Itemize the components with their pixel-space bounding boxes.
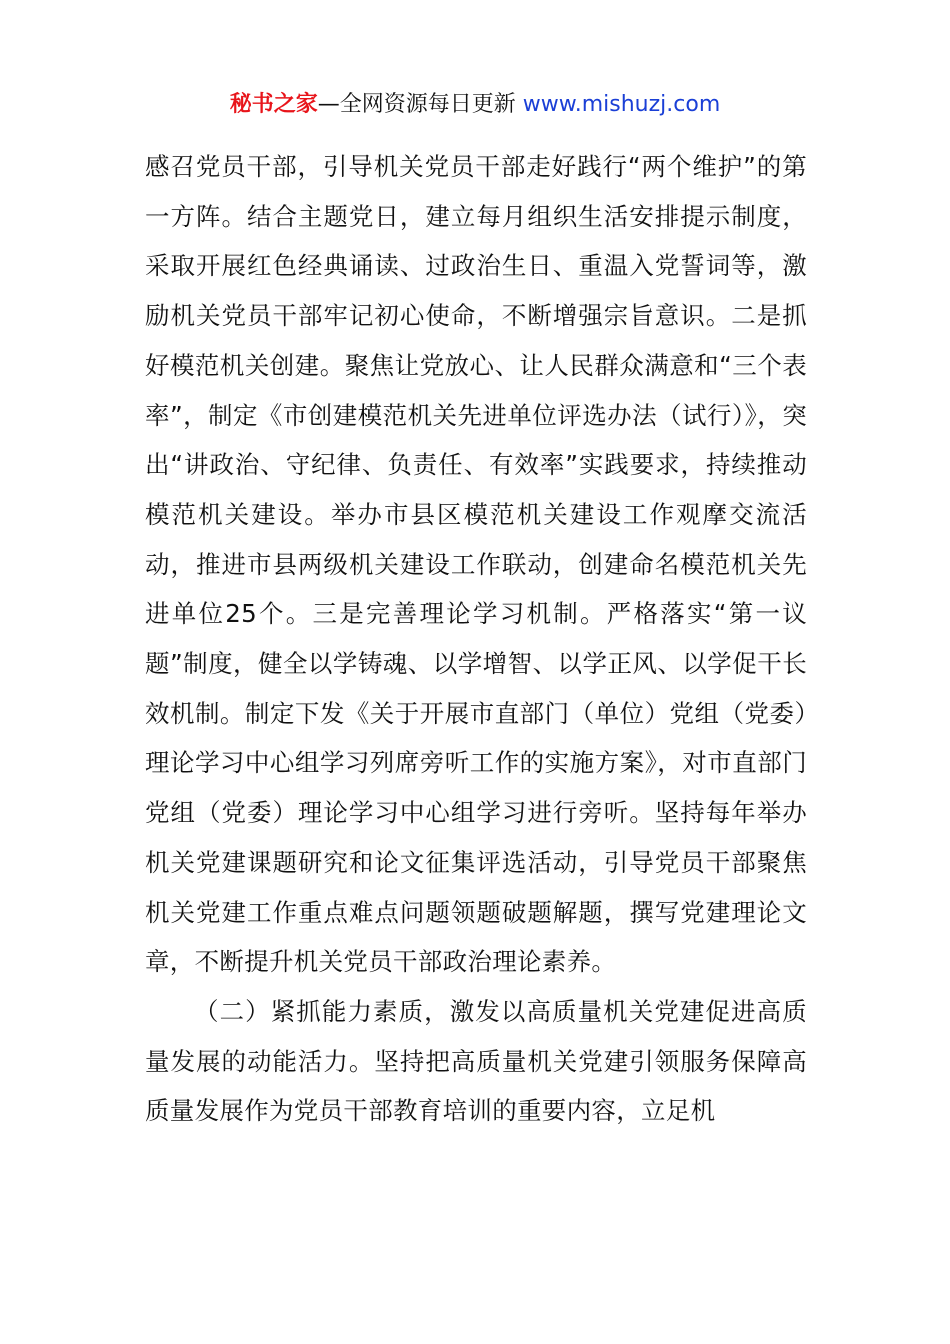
page-header <box>0 90 950 120</box>
paragraph-continued: 感召党员干部，引导机关党员干部走好践行“两个维护”的第一方阵。结合主题党日，建立每月组织生活安排提示制度，采取开展红色经典诵读、过政治生日、重温入党誓词等，激励机关党员干部牢记初心使命，不断增强宗旨意识。二是抓好模范机关创建。聚焦让党放心、让人民群众满意和“三个表率”，制定《市创建模范机关先进单位评选办法（试行）》，突出“讲政治、守纪律、负责任、有效率”实践要求，持续推动模范机关建设。举办市县区模范机关建设工作观摩交流活动，推进市县两级机关建设工作联动，创建命名模范机关先进单位25个。三是完善理论学习机制。严格落实“第一议题”制度，健全以学铸魂、以学增智、以学正风、以学促干长效机制。制定下发《关于开展市直部门（单位）党组（党委）理论学习中心组学习列席旁听工作的实施方案》，对市直部门党组（党委）理论学习中心组学习进行旁听。坚持每年举办机关党建课题研究和论文征集评选活动，引导党员干部聚焦机关党建工作重点难点问题领题破题解题，撰写党建理论文章，不断提升机关党员干部政治理论素养。 <box>145 152 807 977</box>
site-tagline: —全网资源每日更新 <box>317 92 516 117</box>
site-url-link[interactable]: www.mishuzj.com <box>522 92 721 117</box>
paragraph-section-two: （二）紧抓能力素质，激发以高质量机关党建促进高质量发展的动能活力。坚持把高质量机关党建引领服务保障高质量发展作为党员干部教育培训的重要内容，立足机 <box>145 996 807 1126</box>
site-brand: 秘书之家 <box>229 92 318 117</box>
document-body <box>145 142 807 1136</box>
